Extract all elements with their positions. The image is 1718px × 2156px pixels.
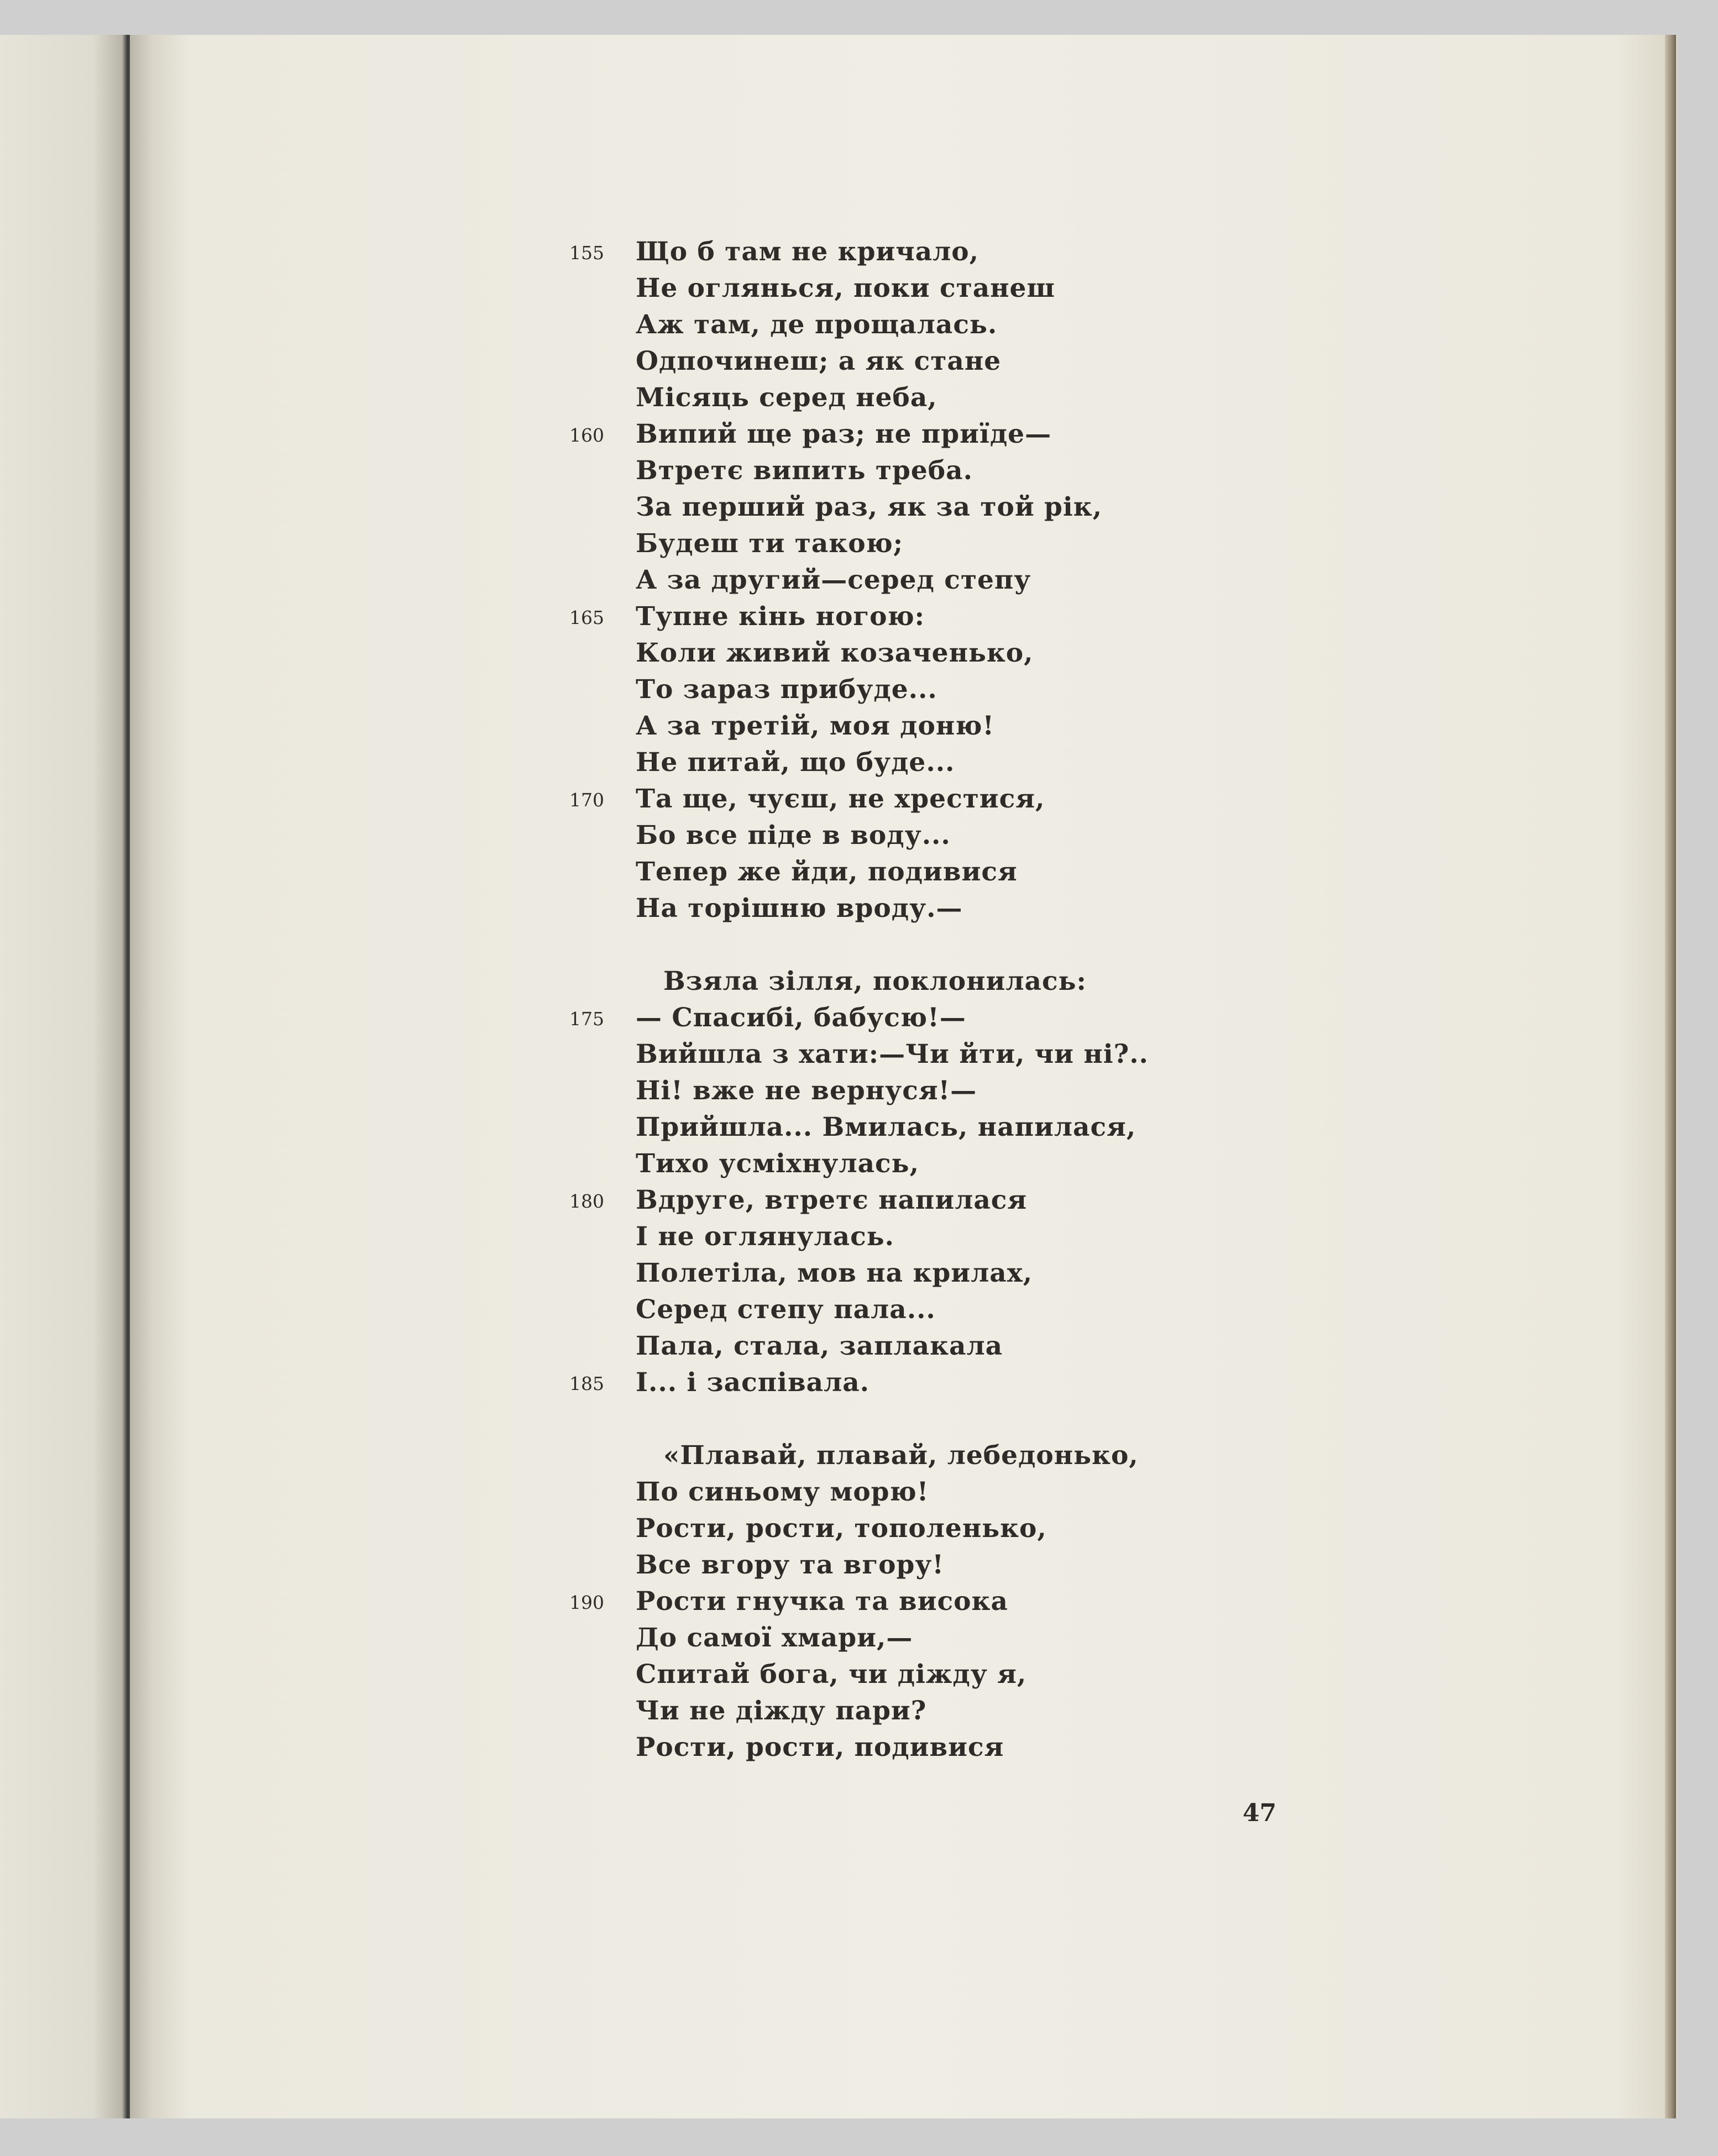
poem-line: Аж там, де прощалась.: [636, 310, 998, 340]
poem-line: Все вгору та вгору!: [636, 1550, 945, 1580]
poem-line: Спитай бога, чи діжду я,: [636, 1659, 1027, 1690]
poem-line: Ні! вже не вернуся!—: [636, 1076, 977, 1106]
poem-line: Коли живий козаченько,: [636, 638, 1034, 668]
line-number: 155: [569, 242, 604, 264]
page-edge: [1665, 35, 1676, 2118]
line-number: 160: [569, 424, 604, 446]
poem-line: Тупне кінь ногою:: [636, 601, 925, 632]
line-number: 185: [569, 1373, 604, 1394]
poem-line: По синьому морю!: [636, 1477, 929, 1507]
poem-line: Тепер же йди, подивися: [636, 857, 1018, 887]
poem-line: Прийшла... Вмилась, напилася,: [636, 1112, 1136, 1142]
line-number: 175: [569, 1008, 604, 1030]
book-gutter: [0, 35, 133, 2118]
poem-line: За перший раз, як за той рік,: [636, 492, 1103, 522]
poem-line: Випий ще раз; не приїде—: [636, 419, 1052, 449]
poem-line: А за третій, моя доню!: [636, 711, 995, 741]
poem-line: Взяла зілля, поклонилась:: [663, 966, 1087, 996]
line-number: 170: [569, 789, 604, 811]
page-number: 47: [1243, 1799, 1277, 1827]
poem-line: Втретє випить треба.: [636, 455, 973, 486]
poem-line: Та ще, чуєш, не хрестися,: [636, 784, 1045, 814]
poem-line: На торішню вроду.—: [636, 893, 963, 924]
poem-line: Місяць серед неба,: [636, 382, 937, 413]
poem-line: Чи не діжду пари?: [636, 1696, 927, 1726]
poem-line: Рости, рости, подивися: [636, 1732, 1004, 1762]
line-number: 165: [569, 607, 604, 628]
poem-line: Будеш ти такою;: [636, 528, 904, 559]
poem-line: А за другий—серед степу: [636, 565, 1031, 595]
poem-line: Бо все піде в воду...: [636, 820, 951, 851]
poem-line: Полетіла, мов на крилах,: [636, 1258, 1033, 1288]
poem-line: Рости, рости, тополенько,: [636, 1513, 1047, 1544]
poem-line: То зараз прибуде...: [636, 674, 937, 705]
poem-line: Пала, стала, заплакала: [636, 1331, 1003, 1361]
poem-line: Вдруге, втретє напилася: [636, 1185, 1028, 1215]
poem-line: Одпочинеш; а як стане: [636, 346, 1002, 376]
poem-line: Тихо усміхнулась,: [636, 1148, 919, 1179]
poem-line: До самої хмари,—: [636, 1623, 913, 1653]
poem-line: Що б там не кричало,: [636, 237, 979, 267]
poem-line: Не питай, що буде...: [636, 747, 955, 778]
poem-line: Серед степу пала...: [636, 1294, 936, 1325]
poem-line: — Спасибі, бабусю!—: [636, 1003, 966, 1033]
poem-line: Вийшла з хати:—Чи йти, чи ні?..: [636, 1039, 1149, 1069]
poem-line: І... і заспівала.: [636, 1367, 870, 1398]
poem-line: І не оглянулась.: [636, 1221, 894, 1252]
poem-line: Не оглянься, поки станеш: [636, 273, 1055, 303]
line-number: 180: [569, 1190, 604, 1212]
poem-line: «Плавай, плавай, лебедонько,: [663, 1440, 1139, 1471]
line-number: 190: [569, 1592, 604, 1613]
poem-line: Рости гнучка та висока: [636, 1586, 1008, 1617]
